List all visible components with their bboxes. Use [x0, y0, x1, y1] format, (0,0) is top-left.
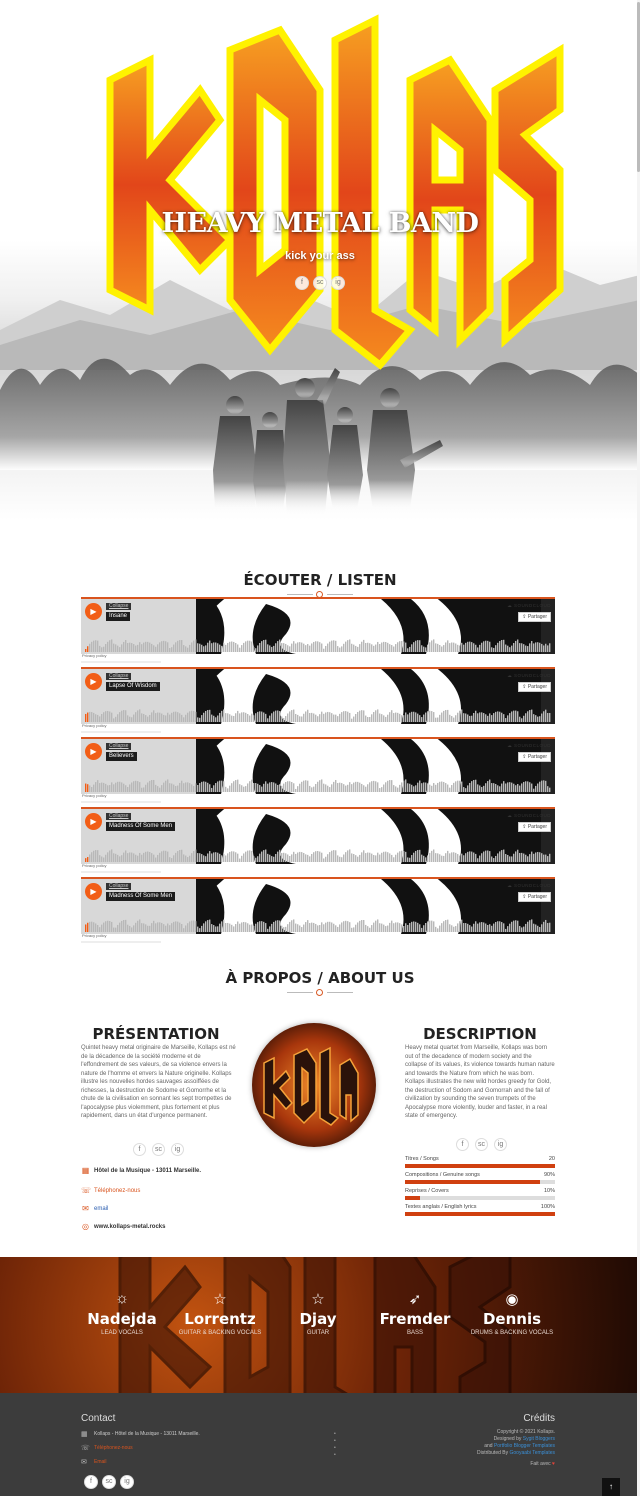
footer-address: Kollaps - Hôtel de la Musique - 13011 Marseille.: [94, 1431, 200, 1437]
track-artist[interactable]: Collapse: [106, 673, 131, 680]
made-with-label: Fait avec: [530, 1461, 551, 1467]
hero-subtitle: kick your ass: [285, 250, 355, 262]
soundcloud-logo[interactable]: ☁ SOUNDCLOUD: [507, 883, 551, 888]
description-title: DESCRIPTION: [423, 1025, 537, 1043]
website-row[interactable]: [81, 1222, 165, 1231]
track-title[interactable]: Insane: [106, 612, 130, 621]
eye-icon: ◉: [505, 1291, 519, 1308]
skill-track: [405, 1196, 555, 1200]
heart-icon: ♥: [552, 1461, 555, 1467]
waveform[interactable]: [85, 637, 551, 652]
about-divider: [287, 989, 353, 997]
track-divider: [81, 941, 161, 943]
address-text: Hôtel de la Musique - 13011 Marseille.: [94, 1167, 202, 1174]
skill-label: Titres / Songs: [405, 1156, 439, 1162]
presentation-text: Quintet heavy metal originaire de Marseille, Kollaps est né de la décadence de la société moderne et de l'effondrement de ses valeurs, de sa violence envers la nature de l'homme et envers la Nature originelle. Kollaps illustre les nouvelles hordes sauvages assoiffées de richesses, la destruction de Sodome et Gomorrhe et la chute de la civilisation en sonnant les sept trompettes de l'apocalypse plus violemment, plus fortement et plus rapidement, dans un état d'urgence permanent.: [81, 1045, 236, 1119]
footer-email-row[interactable]: [81, 1458, 107, 1466]
share-button[interactable]: ⇪ Partager: [518, 682, 551, 692]
facebook-icon[interactable]: f: [84, 1475, 98, 1489]
instagram-icon[interactable]: ig: [331, 276, 345, 290]
share-button[interactable]: ⇪ Partager: [518, 752, 551, 762]
presentation-title: PRÉSENTATION: [92, 1025, 220, 1043]
footer-social-links: [84, 1475, 134, 1489]
skill-fill: [405, 1212, 555, 1216]
track-artist[interactable]: Collapse: [106, 743, 131, 750]
footer-contact-title: Contact: [81, 1413, 116, 1424]
listen-title: ÉCOUTER / LISTEN: [243, 571, 397, 589]
map-icon: ▦: [81, 1431, 88, 1438]
skill-fill: [405, 1180, 540, 1184]
copyright-text: Copyright © 2021 Kollaps.: [496, 1429, 555, 1435]
back-to-top-button[interactable]: ↑: [602, 1478, 620, 1496]
soundcloud-logo[interactable]: ☁ SOUNDCLOUD: [507, 603, 551, 608]
track-divider: [81, 871, 161, 873]
address-row: [81, 1166, 201, 1175]
skill-label: Reprises / Covers: [405, 1188, 449, 1194]
star-icon: ☆: [213, 1291, 227, 1308]
phone-icon: ☏: [81, 1445, 90, 1452]
envelope-icon: ✉: [81, 1459, 87, 1466]
instagram-icon[interactable]: ig: [171, 1143, 184, 1156]
soundcloud-player[interactable]: [81, 877, 555, 939]
play-button[interactable]: ▶: [85, 813, 102, 830]
designed-by-label: Designed by: [493, 1436, 522, 1442]
description-text: Heavy metal quartet from Marseille, Kollaps was born out of the decadence of modern society and the collapse of its values, its violence towards human nature and towards the Nature from which he was born. Kollaps illustrates the new wild hordes greedy for Gold, the destruction of Sodom and Gomorrah and the fall of civilization by sounding the seven trumpets of the Apocalypse more violently, louder and faster, in a real state of emergency.: [405, 1045, 555, 1119]
skill-track: [405, 1164, 555, 1168]
soundcloud-logo[interactable]: ☁ SOUNDCLOUD: [507, 743, 551, 748]
member-name: Dennis: [482, 1310, 542, 1328]
soundcloud-player[interactable]: [81, 737, 555, 799]
share-button[interactable]: ⇪ Partager: [518, 612, 551, 622]
member-role: DRUMS & BACKING VOCALS: [470, 1330, 554, 1336]
skill-value: 20: [548, 1156, 555, 1162]
globe-icon: ◎: [82, 1222, 89, 1231]
soundcloud-player[interactable]: [81, 807, 555, 869]
soundcloud-logo[interactable]: ☁ SOUNDCLOUD: [507, 673, 551, 678]
skill-value: 90%: [543, 1172, 555, 1178]
play-button[interactable]: ▶: [85, 673, 102, 690]
soundcloud-icon[interactable]: sc: [313, 276, 327, 290]
skill-value: 10%: [543, 1188, 555, 1194]
soundcloud-icon[interactable]: sc: [152, 1143, 165, 1156]
skill-bar-item: [405, 1187, 555, 1200]
track-divider: [81, 731, 161, 733]
rocket-icon: ➶: [408, 1291, 422, 1308]
member-name: Fremder: [379, 1310, 451, 1328]
track-title[interactable]: Lapse Of Wisdom: [106, 682, 160, 691]
track-title[interactable]: Believers: [106, 752, 137, 761]
soundcloud-icon[interactable]: sc: [102, 1475, 116, 1489]
play-button[interactable]: ▶: [85, 603, 102, 620]
privacy-policy-link[interactable]: Privacy policy: [82, 863, 107, 868]
description-social-links: [456, 1138, 507, 1151]
email-link[interactable]: email: [94, 1205, 109, 1212]
play-button[interactable]: ▶: [85, 883, 102, 900]
soundcloud-player[interactable]: [81, 597, 555, 659]
share-button[interactable]: ⇪ Partager: [518, 892, 551, 902]
soundcloud-logo[interactable]: ☁ SOUNDCLOUD: [507, 813, 551, 818]
envelope-icon: ✉: [82, 1204, 89, 1213]
track-title[interactable]: Madness Of Some Men: [106, 892, 175, 901]
soundcloud-player[interactable]: [81, 667, 555, 729]
skill-track: [405, 1180, 555, 1184]
email-row[interactable]: [81, 1204, 108, 1213]
skill-label: Compositions / Genuine songs: [405, 1172, 480, 1178]
privacy-policy-link[interactable]: Privacy policy: [82, 933, 107, 938]
member-role: GUITAR: [306, 1330, 330, 1336]
footer: [0, 1393, 640, 1496]
track-artist[interactable]: Collapse: [106, 603, 131, 610]
track-title[interactable]: Madness Of Some Men: [106, 822, 175, 831]
waveform[interactable]: [85, 707, 551, 722]
member-role: BASS: [406, 1330, 423, 1336]
member-role: GUITAR & BACKING VOCALS: [178, 1330, 262, 1336]
and-label: and: [484, 1443, 493, 1449]
soundcloud-icon[interactable]: sc: [475, 1138, 488, 1151]
phone-row[interactable]: [81, 1186, 140, 1195]
band-member: [452, 1290, 572, 1336]
band-logo-disc: [252, 1023, 376, 1147]
privacy-policy-link[interactable]: Privacy policy: [82, 793, 107, 798]
hero-social-links: [0, 276, 640, 290]
footer-phone-link[interactable]: Téléphonez-nous: [94, 1445, 133, 1451]
privacy-policy-link[interactable]: Privacy policy: [82, 653, 107, 658]
member-name: Nadejda: [87, 1310, 157, 1328]
phone-link[interactable]: Téléphonez-nous: [94, 1187, 141, 1194]
sun-icon: ☼: [115, 1290, 129, 1307]
distributed-by-label: Distributed By: [476, 1450, 509, 1456]
designer-link[interactable]: Sygit Bloggers: [522, 1436, 555, 1442]
footer-phone-row[interactable]: [81, 1444, 133, 1452]
hero-section: [0, 0, 640, 530]
skill-label: Textes anglais / English lyrics: [405, 1204, 477, 1210]
star-icon: ☆: [311, 1291, 325, 1308]
track-divider: [81, 801, 161, 803]
facebook-icon[interactable]: f: [295, 276, 309, 290]
skill-bar-item: [405, 1171, 555, 1184]
website-link[interactable]: www.kollaps-metal.rocks: [94, 1223, 166, 1230]
instagram-icon[interactable]: ig: [494, 1138, 507, 1151]
instagram-icon[interactable]: ig: [120, 1475, 134, 1489]
skill-track: [405, 1212, 555, 1216]
share-button[interactable]: ⇪ Partager: [518, 822, 551, 832]
band-silhouette: [195, 360, 445, 520]
about-title: À PROPOS / ABOUT US: [225, 969, 415, 987]
band-logo: [90, 10, 570, 380]
skill-fill: [405, 1164, 555, 1168]
play-button[interactable]: ▶: [85, 743, 102, 760]
phone-icon: ☏: [81, 1186, 92, 1195]
facebook-icon[interactable]: f: [456, 1138, 469, 1151]
templates-link[interactable]: Portfolio Blogger Templates: [493, 1443, 555, 1449]
waveform[interactable]: [85, 847, 551, 862]
member-role: LEAD VOCALS: [101, 1330, 143, 1336]
waveform[interactable]: [85, 917, 551, 932]
member-name: Djay: [299, 1310, 337, 1328]
distributor-link[interactable]: Gooyaabi Templates: [509, 1450, 555, 1456]
track-artist[interactable]: Collapse: [106, 813, 131, 820]
member-name: Lorrentz: [184, 1310, 256, 1328]
footer-address-row: [81, 1430, 200, 1438]
footer-email-link[interactable]: Email: [94, 1459, 107, 1465]
footer-separator-dots: • • • •: [334, 1431, 336, 1458]
skill-bar-item: [405, 1203, 555, 1216]
skill-bar-item: [405, 1155, 555, 1168]
privacy-policy-link[interactable]: Privacy policy: [82, 723, 107, 728]
facebook-icon[interactable]: f: [133, 1143, 146, 1156]
hero-title: HEAVY METAL BAND: [161, 208, 479, 239]
map-icon: ▦: [81, 1166, 90, 1175]
skill-value: 100%: [540, 1204, 555, 1210]
waveform[interactable]: [85, 777, 551, 792]
members-section: [0, 1257, 640, 1393]
track-divider: [81, 661, 161, 663]
footer-credits: [477, 1429, 555, 1468]
presentation-social-links: [133, 1143, 184, 1156]
track-artist[interactable]: Collapse: [106, 883, 131, 890]
footer-credits-title: Crédits: [523, 1413, 555, 1424]
skill-fill: [405, 1196, 420, 1200]
